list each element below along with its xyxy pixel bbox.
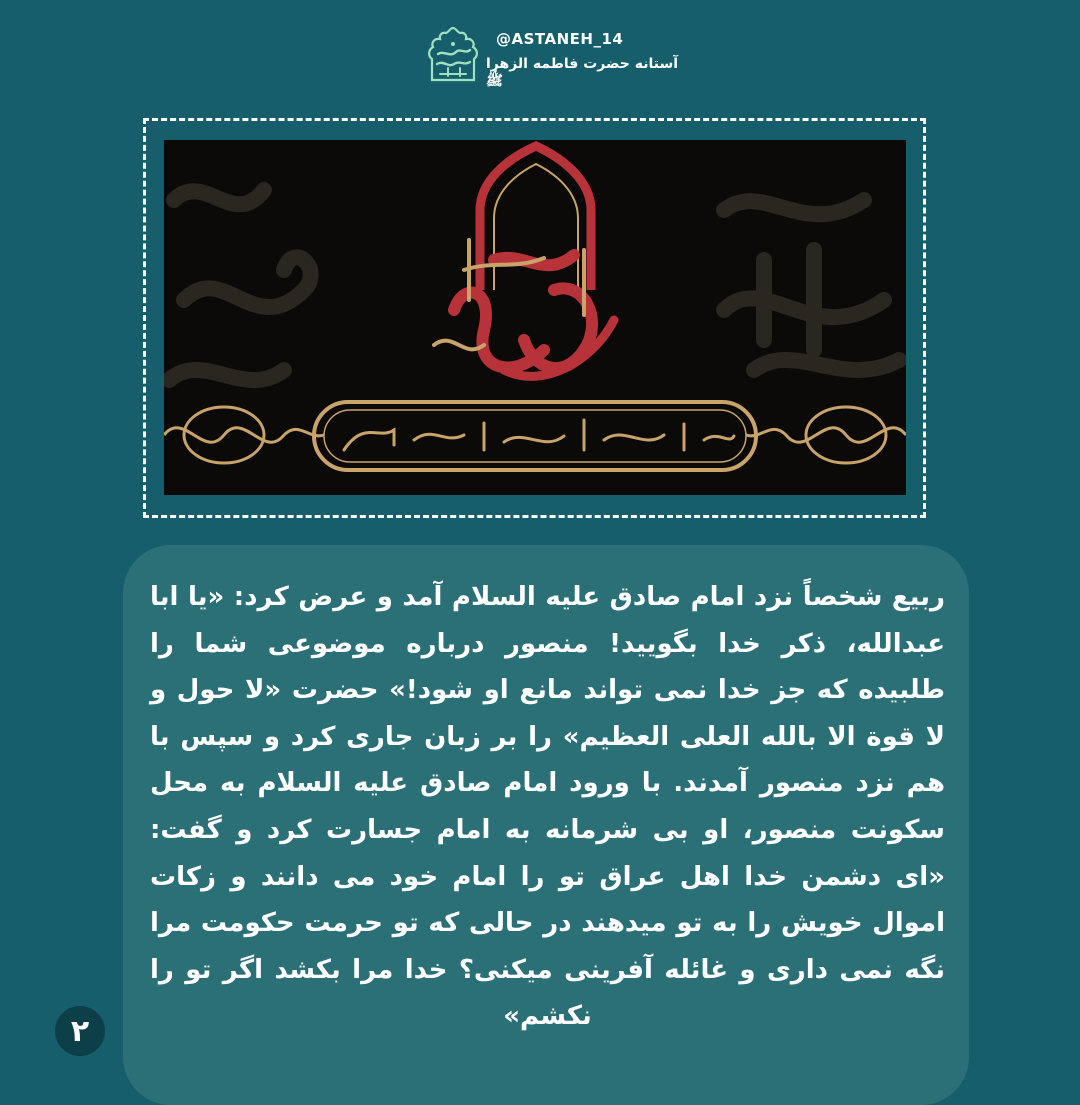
- account-handle: @ASTANEH_14: [496, 30, 624, 48]
- page-number-badge: ۲: [55, 1006, 105, 1056]
- account-subtitle: آستانه حضرت فاطمه الزهرا ﷺ: [486, 56, 679, 89]
- calligraphy-seal-icon: [420, 24, 486, 86]
- banner-image: [164, 140, 906, 495]
- header: [420, 22, 690, 92]
- body-text: ربیع شخصاً نزد امام صادق علیه السلام آمد و عرض کرد: «یا ابا عبدالله، ذکر خدا بگویید! منصور درباره موضوعی شما را طلبیده که جز خدا نمی تواند مانع او شود!» حضرت «لا حول و لا قوة الا بالله العلی العظیم» را بر زبان جاری کرد و سپس با هم نزد منصور آمدند. با ورود امام صادق علیه السلام به محل سکونت منصور، او بی شرمانه به امام جسارت کرد و گفت: «ای دشمن خدا اهل عراق تو را امام خود می دانند و زکات اموال خویش را به تو میدهند در حالی که تو حرمت حکومت مرا نگه نمی داری و غائله آفرینی میکنی؟ خدا مرا بکشد اگر تو را نکشم»: [150, 582, 945, 1032]
- calligraphy-artwork-icon: [164, 140, 906, 495]
